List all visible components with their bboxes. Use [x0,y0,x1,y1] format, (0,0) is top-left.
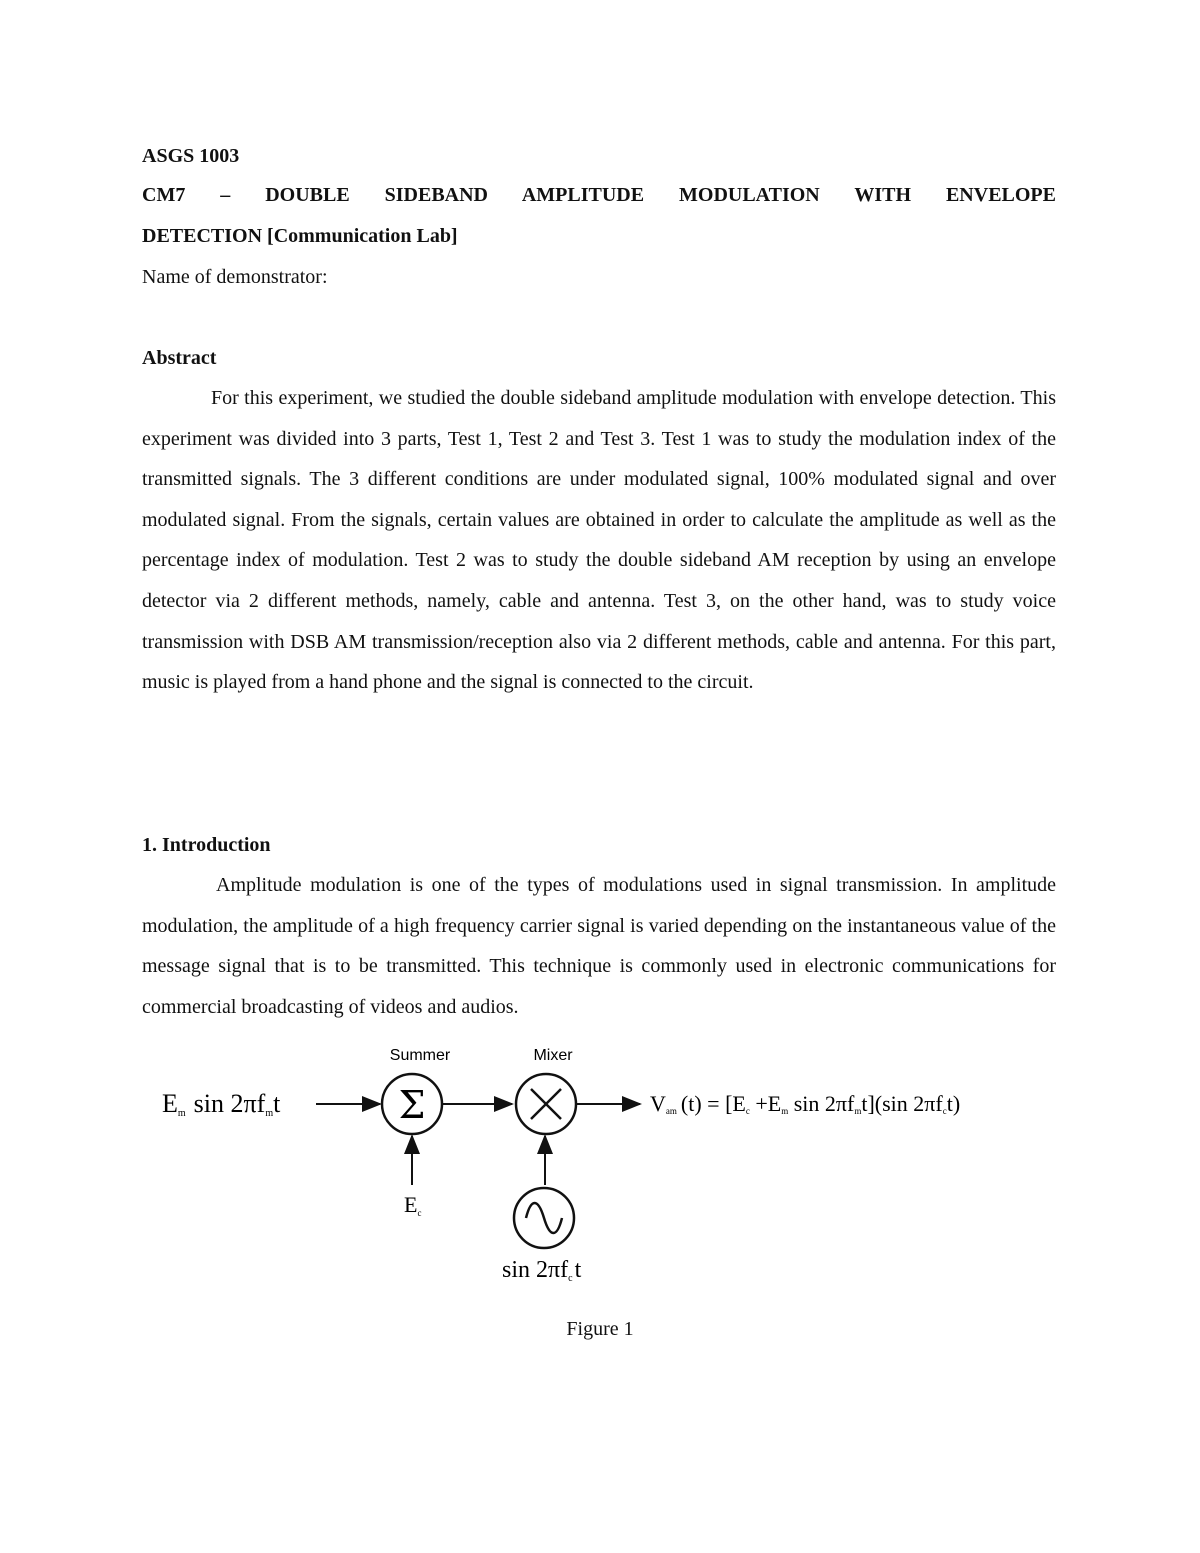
output-equation: Vam (t) = [Ec +Em sin 2πfmt](sin 2πfct) [650,1091,961,1116]
demonstrator-label: Name of demonstrator: [142,266,328,288]
dc-label: Ec [404,1192,422,1218]
abstract-body: For this experiment, we studied the double sideband amplitude modulation with envelope detection. This experiment was divided into 3 parts, Test 1, Test 2 and Test 3. Test 1 was to study the modulation index of the transmitted signals. The 3 different conditions are under modulated signal, 100% modulated signal and over modulated signal. From the signals, certain values are obtained in order to calculate the amplitude as well as the percentage index of modulation. Test 2 was to study the double sideband AM reception by using an envelope detector via 2 different methods, namely, cable and antenna. Test 3, on the other hand, was to study voice transmission with DSB AM transmission/reception also via 2 different methods, cable and antenna. For this part, music is played from a hand phone and the signal is connected to the circuit. [142,387,1056,694]
am-block-diagram [140,1040,1040,1290]
introduction-heading: 1. Introduction [142,834,271,856]
input-signal-label: Em sin 2πfmt [162,1089,281,1119]
introduction-body: Amplitude modulation is one of the types of modulations used in signal transmission. In amplitude modulation, the amplitude of a high frequency carrier signal is varied depending on the instantaneous value of the message signal that is to be transmitted. This technique is commonly used in electronic communications for commercial broadcasting of videos and audios. [142,874,1056,1018]
summation-icon: Σ [398,1083,426,1127]
title-line-2: DETECTION [Communication Lab] [142,225,458,247]
summer-label: Summer [389,1047,451,1064]
carrier-label: sin 2πfct [502,1257,582,1284]
title-line-1: CM7 – DOUBLE SIDEBAND AMPLITUDE MODULATION WITH ENVELOPE [142,184,1056,206]
abstract-heading: Abstract [142,347,217,369]
course-code: ASGS 1003 [142,145,240,167]
figure-caption: Figure 1 [566,1318,634,1340]
mixer-label: Mixer [533,1047,573,1064]
